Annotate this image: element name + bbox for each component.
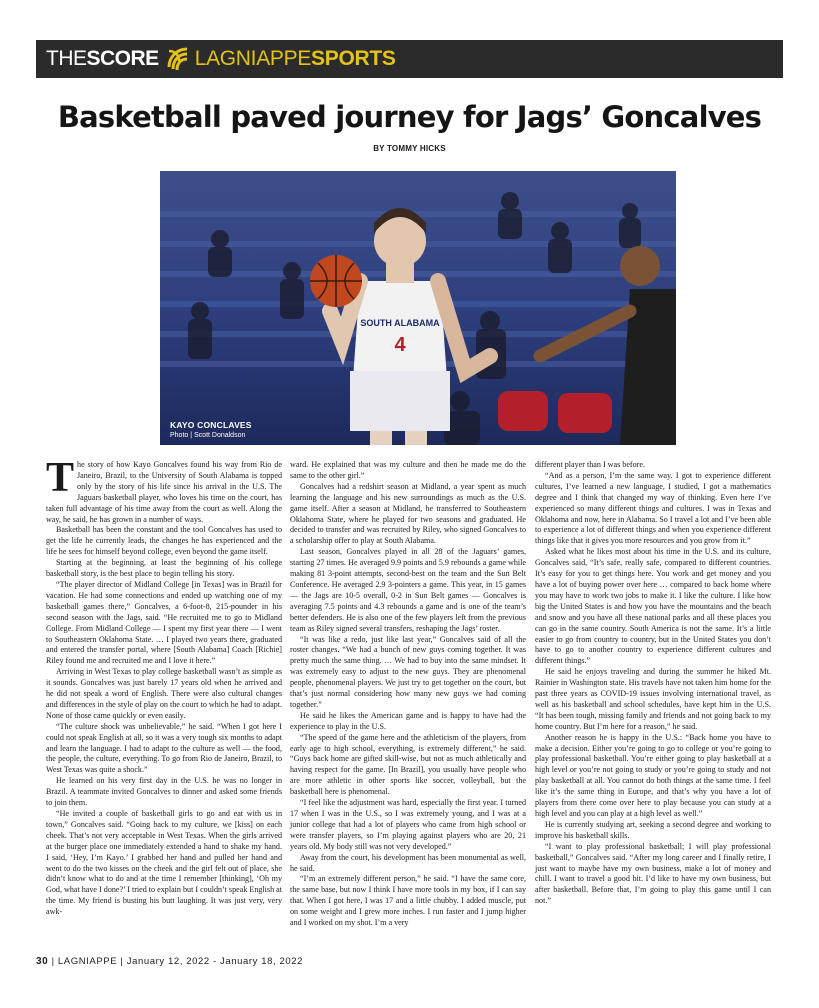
paragraph: different player than I was before. — [535, 460, 645, 469]
paragraph: “It was like a redo, just like last year,” Goncalves said of all the roster changes. “We had a bunch of new guys coming together. It was pretty much the same thing. … We had to buy into the same mindset. It was extremely easy to adjust to the new guys. They are phenomenal people, phenomenal players. We just try to get together on the court, but that’s just normal considering how many new guys we had coming together.” — [290, 634, 526, 709]
paragraph: “The culture shock was unbelievable,” he said. “When I got here I could not speak English at all, so it was a very tough six months to adapt and learn the language. I had to adapt to the culture as well — the food, the people, the culture, everything. To go from Rio de Janeiro, Brazil, to West Texas was quite a shock.” — [46, 721, 282, 775]
jersey-text: SOUTH ALABAMA — [360, 318, 440, 328]
paragraph: He is currently studying art, seeking a second degree and working to improve his basketball skills. — [535, 819, 771, 840]
banner-the: THE — [46, 47, 87, 70]
paragraph: Basketball has been the constant and the tool Goncalves has used to get the life he currently leads, the changes he has experienced and the life he sees for himself beyond college, even beyond the game itself. — [46, 525, 282, 557]
paragraph: He said he enjoys traveling and during the summer he hiked Mt. Rainier in Washington state. His travels have not taken him home for the past three years as COVID-19 issues involving international travel, as well as his basketball and school schedules, have kept him in the U.S. “It has been tough, missing family and friends and not going back to my home country. But I’m here for a reason,” he said. — [535, 667, 771, 731]
paragraph: “I’m an extremely different person,” he said. “I have the same core, the same base, but now I think I have more tools in my box, if I can say that. When I got here, I was 17 and a little chubby. I added muscle, put on some weight and I grew more inches. I run faster and I jump higher and I worked on my shot. I’m a very — [290, 874, 526, 928]
paragraph: ward. He explained that was my culture and then he made me do the same to the other girl.” — [290, 460, 526, 480]
paragraph: Asked what he likes most about his time in the U.S. and its culture, Goncalves said, “It’s safe, really safe, compared to different countries. It’s easy for you to get things here. You work and get money and you have a lot of buying power over here … compared to back home where you may have to work two jobs to make it. I like the culture. I like how big the United States is and how you have the mountains and the beach and snow and you have all these national parks and all these places you can go in the same country. South America is not the same. It’s a little easier to go from country to country, but in the United States you don’t have to go to another country to experience different cultures and different things.” — [535, 547, 771, 666]
article-photo — [160, 171, 676, 445]
article-column-1 — [46, 455, 282, 918]
paragraph: Arriving in West Texas to play college basketball wasn’t as simple as it sounds. Goncalves was just barely 17 years old when he arrived and he did not speak a word of English. There were also cultural changes and differences in the style of play on the court to which he had to adapt. None of those came quickly or even easily. — [46, 667, 282, 720]
photo-caption — [170, 420, 252, 439]
banner-sports: SPORTS — [311, 47, 396, 70]
paragraph: Starting at the beginning, at least the beginning of his college basketball story, is the best place to begin telling his story. — [46, 558, 282, 579]
paragraph: he story of how Kayo Goncalves found his way from Rio de Janeiro, Brazil, to the University of South Alabama is topped only by the story of his life since his arrival in the U.S. The Jaguars basketball player, who loves his time on the court, has taken full advantage of his time away from the court as well. Along the way, he said, he has grown in a number of ways. — [46, 460, 282, 524]
footer-divider: | — [120, 956, 127, 967]
section-banner — [36, 40, 783, 78]
footer-date: January 12, 2022 - January 18, 2022 — [126, 956, 303, 967]
paragraph: “The player director of Midland College [in Texas] was in Brazil for vacation. He had some connections and ended up watching one of my basketball games there,” Goncalves, a 6-foot-8, 215-pounder in his second season with the Jags, said. “He recruited me to go to Midland College. From Midland College — I spent my first year there — I went to Southeastern Oklahoma State. … I played two years there, graduated and entered the transfer portal, where [South Alabama] Coach [Richie] Riley found me and recruited me and I love it here.” — [46, 579, 282, 666]
caption-credit: Photo | Scott Donaldson — [170, 432, 246, 439]
paragraph: “And as a person, I’m the same way. I got to experience different cultures, I’ve learned a new language, I studied, I got a mathematics degree and I think that changed my way of thinking. Even here I’ve experienced so many different things and cultures. I was in Texas and Oklahoma and now, here in Alabama. So I travel a lot and I’ve been able to experience a lot of different things and when you experience different things like that it gives you more resources and you grow from it.” — [535, 470, 771, 546]
banner-lagniappe: LAGNIAPPE — [194, 47, 312, 70]
article-headline: Basketball paved journey for Jags’ Goncalves — [57, 100, 762, 134]
paragraph: “He invited a couple of basketball girls to go and eat with us in town,” Goncalves said. “Going back to my culture, we [kiss] on each cheek. That’s not very acceptable in West Texas. When the girls arrived at the burger place one immediately extended a hand to shake my hand. I said, ‘Hey, I’m Kayo.’ I grabbed her hand and pulled her hand and went to do the two kisses on the cheek and the girl felt out of place, she didn’t know what to do and at the time I remember [thinking], ‘Oh my God, what have I done?’ I tried to explain but I couldn’t speak English at the time. My friend is busting his butt laughing. It was just very, very awk- — [46, 809, 282, 917]
jersey-number: 4 — [394, 334, 406, 356]
paragraph: He learned on his very first day in the U.S. he was no longer in Brazil. A teammate invited Goncalves to dinner and asked some friends to join them. — [46, 776, 282, 808]
article-column-3 — [535, 460, 771, 907]
paragraph: “The speed of the game here and the athleticism of the players, from early age to high school, everything, is extremely different,” he said. “Guys back home are gifted skill-wise, but not as much athletically and having respect for the game. [In Brazil], you usually have people who are more athletic in other sports like soccer, volleyball, but the basketball here is phenomenal. — [290, 732, 526, 797]
page-number: 30 — [36, 956, 49, 967]
paragraph: Last season, Goncalves played in all 28 of the Jaguars’ games, starting 27 times. He averaged 9.9 points and 5.9 rebounds a game while making 81 3-point attempts, second-best on the team and the Sun Belt Conference. He averaged 2.9 3-pointers a game. This year, in 15 games — the Jags are 10-5 overall, 0-2 in Sun Belt games — Goncalves is averaging 7.5 points and 4.3 rebounds a game and is one of the team’s better defenders. He is also one of the few players left from the previous team as Riley signed several transfers, reshaping the Jags’ roster. — [290, 547, 526, 633]
page-footer — [36, 956, 303, 967]
swirl-logo-icon — [165, 45, 191, 73]
basketball-icon — [310, 255, 362, 307]
footer-divider: | — [51, 956, 58, 967]
paragraph: He said he likes the American game and is happy to have had the experience to play in the U.S. — [290, 710, 526, 731]
article-column-2 — [290, 460, 526, 929]
paragraph: Away from the court, his development has been monumental as well, he said. — [290, 852, 526, 873]
paragraph: “I want to play professional basketball; I will play professional basketball,” Goncalves said. “After my long career and I finally retire, I just want to maybe have my own business, make a lot of money and chill. I want to travel a good bit. I’d like to have my own business, but after basketball. Before that, I’m going to play this game until I can not.” — [535, 841, 771, 906]
paragraph: Another reason he is happy in the U.S.: “Back home you have to make a decision. Either you’re going to go to college or you’re going to play professional basketball. You’re either going to play basketball at a high level or you’re not going to study or you’re going to study and not play basketball at all. You cannot do both things at the same time. I feel like it’s the same thing in Europe, and that’s why you have a lot of players from there come over here to play because you can study at a high level and you can play at a high level as well.” — [535, 732, 771, 818]
drop-cap: T — [46, 455, 75, 501]
article-byline: BY TOMMY HICKS — [373, 144, 446, 153]
banner-score: SCORE — [86, 47, 159, 70]
caption-name: KAYO CONCLAVES — [170, 420, 252, 430]
footer-publication: LAGNIAPPE — [57, 956, 118, 967]
paragraph: “I feel like the adjustment was hard, especially the first year. I turned 17 when I was in the U.S., so I was extremely young, and I was at a junior college that had a lot of players who came from high school or were transfer players, so I’m playing against players who are 20, 21 years old. My body still was not very developed.” — [290, 798, 526, 851]
paragraph: Goncalves had a redshirt season at Midland, a year spent as much learning the language and his new surroundings as much as the U.S. game itself. After a season at Midland, he transferred to Southeastern Oklahoma State, where he played for two seasons and graduated. He decided to transfer and was recruited by Riley, who signed Goncalves to a scholarship offer to play at South Alabama. — [290, 481, 526, 546]
